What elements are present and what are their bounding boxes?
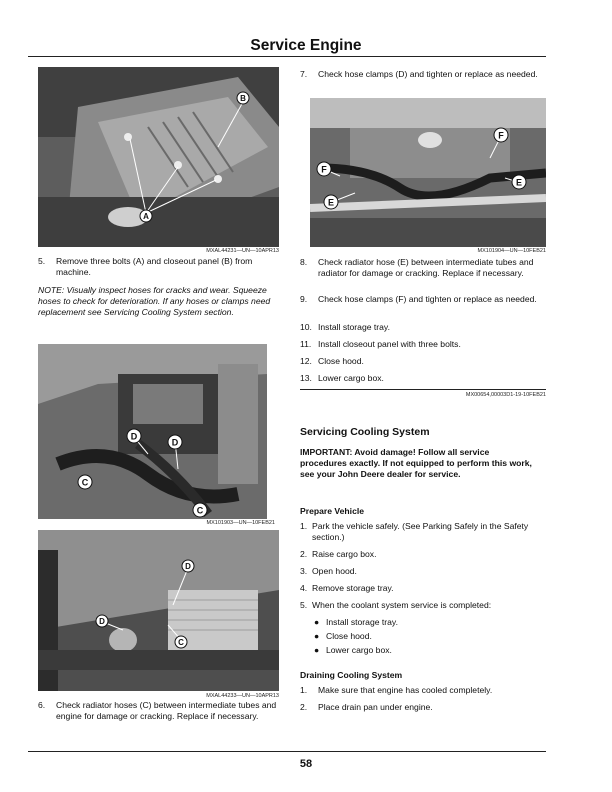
step-number: 8.: [300, 257, 308, 267]
draining-step-1: [300, 685, 548, 696]
step-text: Lower cargo box.: [318, 373, 384, 383]
footer-rule: [28, 751, 546, 752]
step-number: 6.: [38, 700, 46, 710]
bullet-item: ● Lower cargo box.: [314, 645, 544, 656]
step-text: Check radiator hoses (C) between intermediate tubes and engine for damage or cracking. Replace if necessary.: [56, 700, 277, 721]
bullet-item: ● Close hood.: [314, 631, 544, 642]
callout-f: F: [321, 164, 327, 175]
subsection-title: Draining Cooling System: [300, 670, 403, 680]
callout-c: C: [178, 638, 184, 647]
prepare-step-5: [300, 600, 548, 611]
important-text: IMPORTANT: Avoid damage! Follow all service procedures exactly. If not equipped to perform this work, see your John Deere dealer for service.: [300, 447, 532, 479]
callout-d: D: [185, 562, 191, 571]
prepare-step-2: [300, 549, 548, 560]
header-rule: [28, 56, 546, 57]
bullet-text: Lower cargo box.: [326, 645, 392, 655]
figure-caption: MX101904—UN—10FEB21: [477, 248, 546, 254]
step-5: [38, 256, 279, 278]
page-number: 58: [299, 758, 313, 770]
prepare-step-1: [300, 521, 548, 543]
step-number: 7.: [300, 69, 308, 79]
step-11: [300, 339, 548, 350]
page-title: Service Engine: [250, 37, 362, 54]
step-number: 10.: [300, 322, 312, 332]
step-text: Check hose clamps (F) and tighten or replace as needed.: [318, 294, 537, 304]
step-text: Close hood.: [318, 356, 364, 366]
step-number: 5.: [38, 256, 46, 266]
step-7: [300, 69, 548, 80]
note: NOTE: Visually inspect hoses for cracks and wear. Squeeze hoses to check for deterioration. If any hoses or clamps need replacement see Servicing Cooling System section.: [38, 285, 271, 317]
step-text: Park the vehicle safely. (See Parking Safely in the Safety section.): [312, 521, 529, 542]
figure-caption: MX101903—UN—10FEB21: [206, 520, 275, 526]
bullet-item: ● Install storage tray.: [314, 617, 544, 628]
step-13: [300, 373, 548, 384]
prepare-step-4: [300, 583, 548, 594]
step-number: 1.: [300, 685, 308, 695]
step-text: Raise cargo box.: [312, 549, 377, 559]
callout-f: F: [498, 130, 504, 141]
step-6: [38, 700, 280, 722]
section-title: Servicing Cooling System: [300, 426, 430, 438]
step-number: 9.: [300, 294, 308, 304]
step-12: [300, 356, 548, 367]
step-text: Remove storage tray.: [312, 583, 394, 593]
callout-a: A: [143, 212, 149, 221]
step-text: Place drain pan under engine.: [318, 702, 433, 712]
step-8: [300, 257, 548, 279]
figure-radiator-hose-clamps: [310, 98, 546, 247]
step-text: Install closeout panel with three bolts.: [318, 339, 461, 349]
step-number: 2.: [300, 549, 308, 559]
figure-radiator-hoses-top: [38, 344, 267, 519]
draining-step-2: [300, 702, 548, 713]
figure-radiator-hoses-bottom: [38, 530, 279, 691]
prepare-step-3: [300, 566, 548, 577]
step-text: Check radiator hose (E) between intermediate tubes and radiator for damage or cracking. Replace if necessary.: [318, 257, 534, 278]
callout-d: D: [171, 437, 179, 448]
step-number: 1.: [300, 521, 308, 531]
bullet-text: Install storage tray.: [326, 617, 398, 627]
figure-caption: MXAL44233—UN—10APR13: [206, 693, 279, 699]
step-number: 4.: [300, 583, 308, 593]
section-divider: [300, 389, 546, 390]
callout-e: E: [515, 177, 523, 188]
step-number: 2.: [300, 702, 308, 712]
step-text: Make sure that engine has cooled completely.: [318, 685, 493, 695]
step-number: 13.: [300, 373, 312, 383]
subsection-title: Prepare Vehicle: [300, 506, 365, 516]
step-10: [300, 322, 548, 333]
step-text: Remove three bolts (A) and closeout panel (B) from machine.: [56, 256, 253, 277]
figure-caption: MXAL44231—UN—10APR13: [206, 248, 279, 254]
callout-d: D: [130, 431, 138, 442]
step-text: Check hose clamps (D) and tighten or replace as needed.: [318, 69, 538, 79]
document-reference: MX00654,00003D1-19-10FEB21: [465, 392, 546, 398]
callout-b: B: [240, 94, 246, 103]
step-number: 3.: [300, 566, 308, 576]
step-9: [300, 294, 548, 305]
step-number: 12.: [300, 356, 312, 366]
step-text: Install storage tray.: [318, 322, 390, 332]
callout-d: D: [99, 617, 105, 626]
callout-c: C: [81, 477, 89, 488]
callout-e: E: [327, 197, 335, 208]
figure-closeout-panel: [38, 67, 279, 247]
step-text: When the coolant system service is completed:: [312, 600, 492, 610]
important-notice: [300, 447, 536, 480]
bullet-text: Close hood.: [326, 631, 372, 641]
callout-c: C: [196, 505, 204, 516]
step-number: 5.: [300, 600, 308, 610]
step-text: Open hood.: [312, 566, 357, 576]
step-number: 11.: [300, 339, 312, 349]
